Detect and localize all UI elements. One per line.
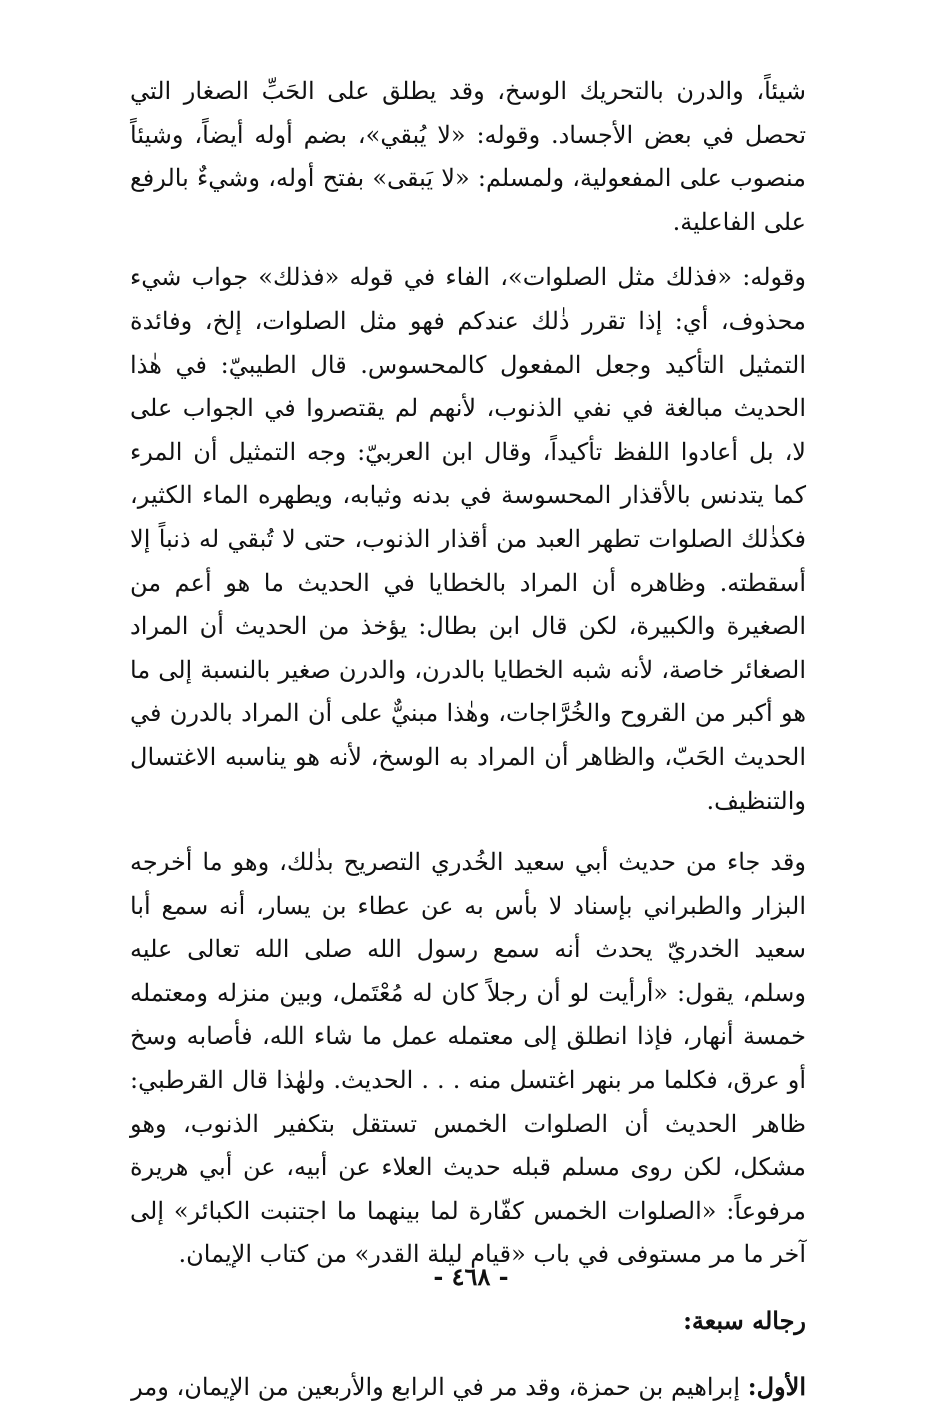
narrator-text: إبراهيم بن حمزة، وقد مر في الرابع والأربعين من الإيمان، ومر [131,1372,741,1401]
narrator-entry [130,1365,806,1409]
page-body [130,70,806,1409]
narrator-label: الأول: [747,1371,806,1401]
paragraph-1: شيئاً، والدرن بالتحريك الوسخ، وقد يطلق على الحَبِّ الصغار التي تحصل في بعض الأجساد. وقوله: «لا يُبقي»، بضم أوله أيضاً، وشيئاً منصوب على المفعولية، ولمسلم: «لا يَبقى» بفتح أوله، وشيءٌ بالرفع على الفاعلية. [130,77,806,236]
paragraph-2: وقوله: «فذلك مثل الصلوات»، الفاء في قوله «فذلك» جواب شيء محذوف، أي: إذا تقرر ذٰلك عندكم فهو مثل الصلوات، إلخ، وفائدة التمثيل التأكيد وجعل المفعول كالمحسوس. قال الطيبيّ: في هٰذا الحديث مبالغة في نفي الذنوب، لأنهم لم يقتصروا في الجواب على لا، بل أعادوا اللفظ تأكيداً، وقال ابن العربيّ: وجه التمثيل أن المرء كما يتدنس بالأقذار المحسوسة في بدنه وثيابه، ويطهره الماء الكثير، فكذٰلك الصلوات تطهر العبد من أقذار الذنوب، حتى لا تُبقي له ذنباً إلا أسقطته. وظاهره أن المراد بالخطايا في الحديث ما هو أعم من الصغيرة والكبيرة، لكن قال ابن بطال: يؤخذ من الحديث أن المراد الصغائر خاصة، لأنه شبه الخطايا بالدرن، والدرن صغير بالنسبة إلى ما هو أكبر من القروح والخُرَّاجات، وهٰذا مبنيٌّ على أن المراد بالدرن في الحديث الحَبّ، والظاهر أن المراد به الوسخ، لأنه هو يناسبه الاغتسال والتنظيف. [130,263,807,815]
section-heading: رجاله سبعة: [683,1306,806,1336]
paragraph-3: وقد جاء من حديث أبي سعيد الخُدري التصريح بذٰلك، وهو ما أخرجه البزار والطبراني بإسناد لا بأس به عن عطاء بن يسار، أنه سمع أبا سعيد الخدريّ يحدث أنه سمع رسول الله صلى الله تعالى عليه وسلم، يقول: «أرأيت لو أن رجلاً كان له مُعْتَمل، وبين منزله ومعتمله خمسة أنهار، فإذا انطلق إلى معتمله عمل ما شاء الله، فأصابه وسخ أو عرق، فكلما مر بنهر اغتسل منه . . . الحديث. ولهٰذا قال القرطبي: ظاهر الحديث أن الصلوات الخمس تستقل بتكفير الذنوب، وهو مشكل، لكن روى مسلم قبله حديث العلاء عن أبيه، عن أبي هريرة مرفوعاً: «الصلوات الخمس كفّارة لما بينهما ما اجتنبت الكبائر» إلى آخر ما مر مستوفى في باب «قيام ليلة القدر» من كتاب الإيمان. [130,848,806,1269]
page-number: - ٤٦٨ - [433,1262,509,1291]
